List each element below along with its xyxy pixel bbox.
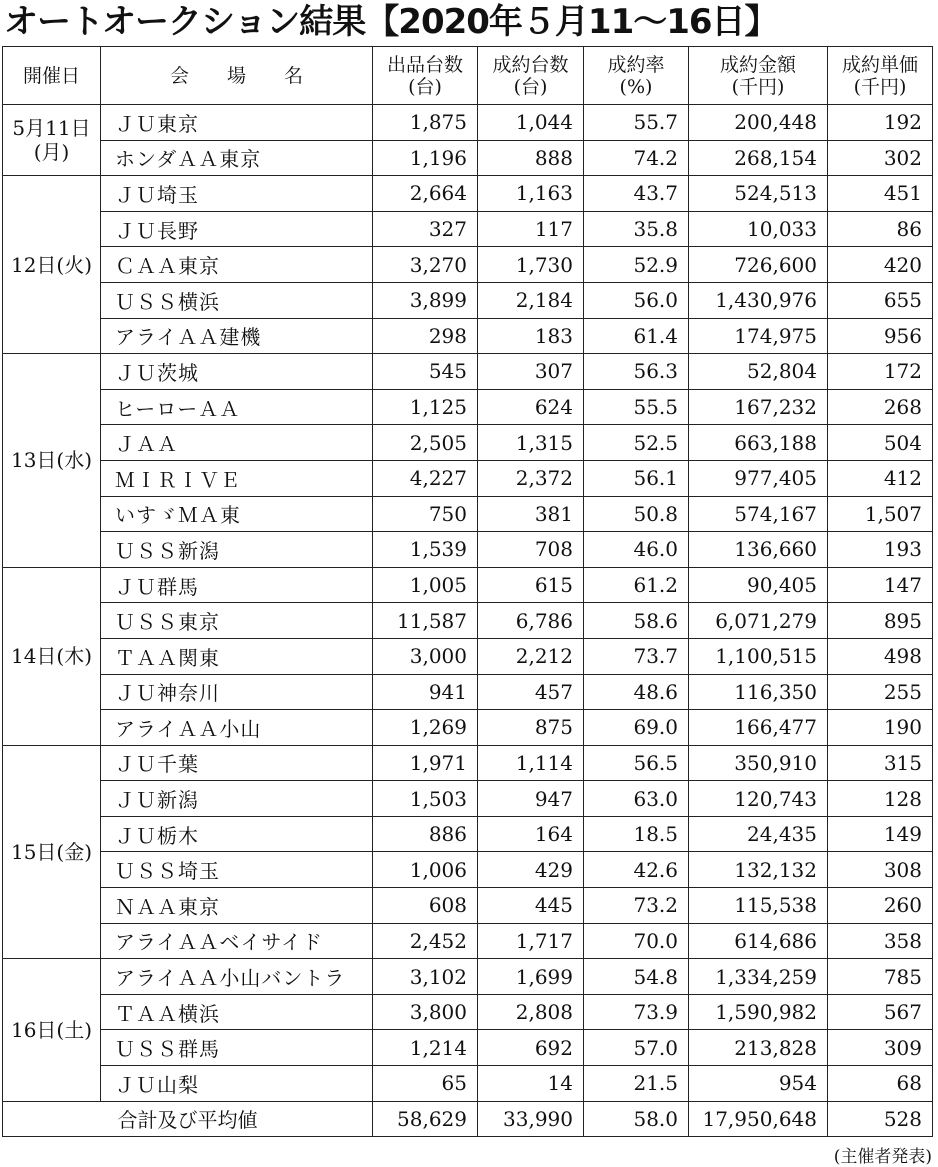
date-text: (月) [33,140,70,165]
table-row [3,674,933,710]
header-amount-label: 成約金額 [719,53,796,76]
rate-cell: 56.3 [584,354,689,390]
rate-cell: 57.0 [584,1030,689,1066]
header-listed-unit: (台) [408,75,442,98]
venue-cell: ＪＵ埼玉 [101,176,373,212]
sold-cell: 1,717 [478,923,584,959]
venue-cell: ＵＳＳ群馬 [101,1030,373,1066]
venue-cell: ヒーローＡＡ [101,389,373,425]
header-rate [584,47,689,105]
venue-cell: ＴＡＡ関東 [101,638,373,674]
header-date: 開催日 [3,47,101,105]
unit-price-cell: 315 [828,745,933,781]
unit-price-cell: 358 [828,923,933,959]
table-row [3,496,933,532]
venue-cell: ＭＩＲＩＶＥ [101,460,373,496]
sold-cell: 381 [478,496,584,532]
rate-cell: 43.7 [584,176,689,212]
table-row [3,745,933,781]
venue-cell: ＣＡＡ東京 [101,247,373,283]
table-row [3,638,933,674]
total-amount: 17,950,648 [689,1101,828,1137]
sold-cell: 2,184 [478,282,584,318]
venue-cell: ＪＵ新潟 [101,781,373,817]
sold-cell: 117 [478,211,584,247]
venue-cell: ＪＵ群馬 [101,567,373,603]
listed-cell: 1,503 [373,781,478,817]
venue-cell: ＪＵ茨城 [101,354,373,390]
date-cell [3,567,101,745]
sold-cell: 1,699 [478,959,584,995]
rate-cell: 56.5 [584,745,689,781]
amount-cell: 350,910 [689,745,828,781]
header-rate-unit: (%) [619,75,653,98]
sold-cell: 1,044 [478,105,584,141]
listed-cell: 2,505 [373,425,478,461]
unit-price-cell: 149 [828,816,933,852]
table-row [3,389,933,425]
rate-cell: 69.0 [584,710,689,746]
rate-cell: 56.0 [584,282,689,318]
date-cell [3,105,101,176]
date-text: 12日(火) [10,252,93,277]
table-row [3,247,933,283]
sold-cell: 624 [478,389,584,425]
amount-cell: 167,232 [689,389,828,425]
header-listed [373,47,478,105]
listed-cell: 2,664 [373,176,478,212]
listed-cell: 4,227 [373,460,478,496]
listed-cell: 3,000 [373,638,478,674]
listed-cell: 298 [373,318,478,354]
rate-cell: 73.7 [584,638,689,674]
rate-cell: 55.7 [584,105,689,141]
amount-cell: 663,188 [689,425,828,461]
date-text: 5月11日 [12,116,91,141]
unit-price-cell: 655 [828,282,933,318]
header-unit-price [828,47,933,105]
unit-price-cell: 785 [828,959,933,995]
header-unit-price-label: 成約単価 [841,53,918,76]
rate-cell: 35.8 [584,211,689,247]
table-row [3,852,933,888]
table-row [3,425,933,461]
table-row [3,923,933,959]
rate-cell: 18.5 [584,816,689,852]
sold-cell: 14 [478,1066,584,1102]
date-text: 15日(金) [10,839,93,864]
listed-cell: 3,270 [373,247,478,283]
sold-cell: 429 [478,852,584,888]
sold-cell: 6,786 [478,603,584,639]
amount-cell: 726,600 [689,247,828,283]
listed-cell: 1,196 [373,140,478,176]
rate-cell: 73.9 [584,994,689,1030]
amount-cell: 1,100,515 [689,638,828,674]
sold-cell: 692 [478,1030,584,1066]
table-row [3,460,933,496]
table-row [3,532,933,568]
venue-cell: ＪＵ長野 [101,211,373,247]
sold-cell: 1,114 [478,745,584,781]
rate-cell: 52.5 [584,425,689,461]
listed-cell: 1,005 [373,567,478,603]
sold-cell: 888 [478,140,584,176]
table-row [3,140,933,176]
rate-cell: 73.2 [584,888,689,924]
sold-cell: 708 [478,532,584,568]
venue-cell: アライＡＡ建機 [101,318,373,354]
venue-cell: アライＡＡ小山バントラ [101,959,373,995]
total-row [3,1101,933,1137]
table-row [3,816,933,852]
listed-cell: 3,102 [373,959,478,995]
sold-cell: 2,372 [478,460,584,496]
listed-cell: 1,875 [373,105,478,141]
sold-cell: 615 [478,567,584,603]
amount-cell: 174,975 [689,318,828,354]
table-row [3,781,933,817]
results-body [3,105,933,1137]
amount-cell: 116,350 [689,674,828,710]
venue-cell: ＪＵ千葉 [101,745,373,781]
table-row [3,105,933,141]
listed-cell: 608 [373,888,478,924]
rate-cell: 61.2 [584,567,689,603]
amount-cell: 90,405 [689,567,828,603]
date-text: 16日(土) [10,1017,93,1042]
header-amount [689,47,828,105]
venue-cell: ＵＳＳ新潟 [101,532,373,568]
table-row [3,994,933,1030]
unit-price-cell: 420 [828,247,933,283]
rate-cell: 21.5 [584,1066,689,1102]
listed-cell: 1,539 [373,532,478,568]
listed-cell: 1,214 [373,1030,478,1066]
listed-cell: 941 [373,674,478,710]
venue-cell: ＪＵ東京 [101,105,373,141]
total-unit-price: 528 [828,1101,933,1137]
unit-price-cell: 128 [828,781,933,817]
header-sold-label: 成約台数 [492,53,569,76]
amount-cell: 614,686 [689,923,828,959]
rate-cell: 50.8 [584,496,689,532]
date-text: 13日(水) [10,448,93,473]
rate-cell: 63.0 [584,781,689,817]
table-row [3,959,933,995]
venue-cell: ＵＳＳ東京 [101,603,373,639]
unit-price-cell: 1,507 [828,496,933,532]
sold-cell: 1,730 [478,247,584,283]
unit-price-cell: 309 [828,1030,933,1066]
page-title: オートオークション結果【2020年５月11〜16日】 [4,2,778,42]
sold-cell: 307 [478,354,584,390]
total-sold: 33,990 [478,1101,584,1137]
unit-price-cell: 193 [828,532,933,568]
amount-cell: 268,154 [689,140,828,176]
sold-cell: 1,315 [478,425,584,461]
listed-cell: 1,006 [373,852,478,888]
venue-cell: ＪＵ山梨 [101,1066,373,1102]
header-unit-price-unit: (千円) [853,75,907,98]
table-row [3,282,933,318]
header-rate-label: 成約率 [607,53,665,76]
unit-price-cell: 956 [828,318,933,354]
rate-cell: 52.9 [584,247,689,283]
unit-price-cell: 567 [828,994,933,1030]
sold-cell: 1,163 [478,176,584,212]
venue-cell: アライＡＡベイサイド [101,923,373,959]
listed-cell: 750 [373,496,478,532]
sold-cell: 875 [478,710,584,746]
rate-cell: 42.6 [584,852,689,888]
unit-price-cell: 255 [828,674,933,710]
rate-cell: 61.4 [584,318,689,354]
amount-cell: 166,477 [689,710,828,746]
table-row [3,176,933,212]
amount-cell: 136,660 [689,532,828,568]
table-row [3,567,933,603]
amount-cell: 954 [689,1066,828,1102]
rate-cell: 46.0 [584,532,689,568]
rate-cell: 70.0 [584,923,689,959]
rate-cell: 48.6 [584,674,689,710]
amount-cell: 1,430,976 [689,282,828,318]
header-row [3,47,933,105]
listed-cell: 3,899 [373,282,478,318]
listed-cell: 327 [373,211,478,247]
header-listed-label: 出品台数 [386,53,463,76]
table-row [3,1030,933,1066]
rate-cell: 56.1 [584,460,689,496]
header-sold [478,47,584,105]
venue-cell: ＪＵ神奈川 [101,674,373,710]
table-row [3,888,933,924]
listed-cell: 1,971 [373,745,478,781]
listed-cell: 2,452 [373,923,478,959]
rate-cell: 74.2 [584,140,689,176]
amount-cell: 52,804 [689,354,828,390]
sold-cell: 457 [478,674,584,710]
rate-cell: 58.6 [584,603,689,639]
venue-cell: ホンダＡＡ東京 [101,140,373,176]
unit-price-cell: 68 [828,1066,933,1102]
table-row [3,603,933,639]
amount-cell: 574,167 [689,496,828,532]
amount-cell: 120,743 [689,781,828,817]
source-note: (主催者発表) [833,1147,932,1167]
header-sold-unit: (台) [513,75,548,98]
listed-cell: 11,587 [373,603,478,639]
amount-cell: 1,590,982 [689,994,828,1030]
venue-cell: いすゞＭＡ東 [101,496,373,532]
sold-cell: 2,808 [478,994,584,1030]
table-row [3,710,933,746]
amount-cell: 524,513 [689,176,828,212]
amount-cell: 132,132 [689,852,828,888]
amount-cell: 1,334,259 [689,959,828,995]
amount-cell: 24,435 [689,816,828,852]
unit-price-cell: 308 [828,852,933,888]
sold-cell: 183 [478,318,584,354]
table-row [3,318,933,354]
sold-cell: 164 [478,816,584,852]
amount-cell: 10,033 [689,211,828,247]
unit-price-cell: 147 [828,567,933,603]
unit-price-cell: 302 [828,140,933,176]
unit-price-cell: 190 [828,710,933,746]
sold-cell: 2,212 [478,638,584,674]
unit-price-cell: 86 [828,211,933,247]
table-row [3,354,933,390]
date-cell [3,745,101,959]
auction-results-table [2,46,933,1137]
amount-cell: 200,448 [689,105,828,141]
unit-price-cell: 268 [828,389,933,425]
unit-price-cell: 498 [828,638,933,674]
venue-cell: ＵＳＳ埼玉 [101,852,373,888]
venue-cell: ＪＡＡ [101,425,373,461]
total-label: 合計及び平均値 [3,1101,373,1137]
header-amount-unit: (千円) [731,75,785,98]
date-text: 14日(木) [10,644,93,669]
venue-cell: ＴＡＡ横浜 [101,994,373,1030]
listed-cell: 886 [373,816,478,852]
total-rate: 58.0 [584,1101,689,1137]
listed-cell: 1,269 [373,710,478,746]
amount-cell: 977,405 [689,460,828,496]
sold-cell: 445 [478,888,584,924]
table-row [3,1066,933,1102]
unit-price-cell: 192 [828,105,933,141]
date-cell [3,959,101,1101]
date-cell [3,354,101,568]
amount-cell: 115,538 [689,888,828,924]
header-venue: 会 場 名 [101,47,373,105]
unit-price-cell: 260 [828,888,933,924]
sold-cell: 947 [478,781,584,817]
table-row [3,211,933,247]
venue-cell: ＵＳＳ横浜 [101,282,373,318]
unit-price-cell: 451 [828,176,933,212]
listed-cell: 3,800 [373,994,478,1030]
date-cell [3,176,101,354]
venue-cell: ＪＵ栃木 [101,816,373,852]
unit-price-cell: 895 [828,603,933,639]
rate-cell: 55.5 [584,389,689,425]
unit-price-cell: 504 [828,425,933,461]
amount-cell: 213,828 [689,1030,828,1066]
listed-cell: 65 [373,1066,478,1102]
unit-price-cell: 172 [828,354,933,390]
listed-cell: 545 [373,354,478,390]
venue-cell: ＮＡＡ東京 [101,888,373,924]
total-listed: 58,629 [373,1101,478,1137]
rate-cell: 54.8 [584,959,689,995]
amount-cell: 6,071,279 [689,603,828,639]
venue-cell: アライＡＡ小山 [101,710,373,746]
unit-price-cell: 412 [828,460,933,496]
listed-cell: 1,125 [373,389,478,425]
